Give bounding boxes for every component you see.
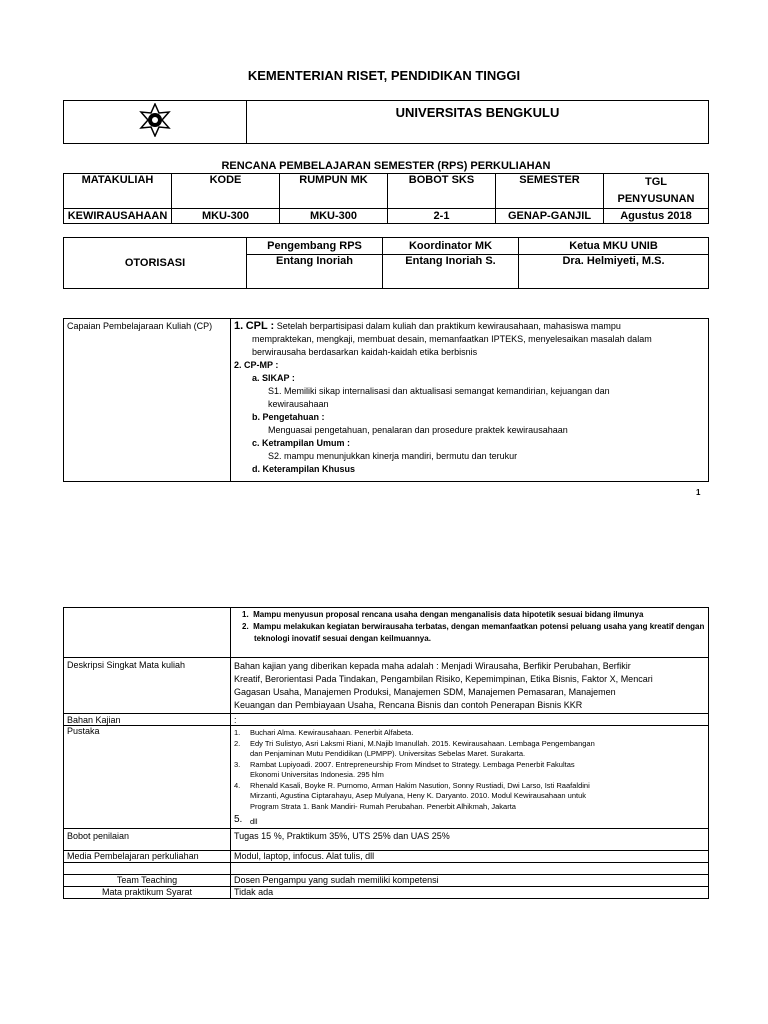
pustaka-item: 1. Buchari Alma. Kewirausahaan. Penerbit Alfabeta. bbox=[234, 728, 414, 737]
cpl-text-1: Setelah berpartisipasi dalam kuliah dan praktikum kewirausahaan, mahasiswa mampu bbox=[274, 321, 621, 331]
team-teaching-value: Dosen Pengampu yang sudah memiliki kompetensi bbox=[231, 874, 709, 886]
otorisasi-label: OTORISASI bbox=[64, 238, 247, 289]
team-teaching-label: Team Teaching bbox=[64, 874, 231, 886]
rps-title: RENCANA PEMBELAJARAN SEMESTER (RPS) PERKULIAHAN bbox=[221, 160, 551, 172]
deskripsi-value bbox=[231, 658, 709, 714]
empty-row-label bbox=[64, 862, 231, 874]
pengetahuan-label: b. Pengetahuan : bbox=[252, 412, 325, 422]
ketrampilan-umum-label: c. Ketrampilan Umum : bbox=[252, 438, 351, 448]
skill-item: 2. Mampu melakukan kegiatan berwirausaha terbatas, dengan memanfaatkan potensi peluang usaha yang kreatif dengan teknologi inovatif sesuai dengan keilmuannya. bbox=[242, 622, 705, 643]
th-semester: SEMESTER bbox=[496, 174, 604, 209]
media-value: Modul, laptop, infocus. Alat tulis, dll bbox=[231, 850, 709, 862]
ministry-title: KEMENTERIAN RISET, PENDIDIKAN TINGGI bbox=[247, 68, 521, 83]
sikap-text-1: S1. Memiliki sikap internalisasi dan aktualisasi semangat kemandirian, kejuangan dan bbox=[268, 386, 610, 396]
td-kode: MKU-300 bbox=[172, 209, 280, 224]
university-logo-icon bbox=[138, 103, 172, 137]
details-table bbox=[63, 607, 709, 899]
skills-cell bbox=[231, 608, 709, 658]
cp-label: Capaian Pembelajaraan Kuliah (CP) bbox=[64, 319, 231, 482]
deskripsi-line: Kreatif, Berorientasi Pada Tindakan, Pengambilan Risiko, Kepemimpinan, Etika Bisnis, Faktor X, Mencari bbox=[234, 674, 653, 684]
bahan-kajian-label: Bahan Kajian bbox=[64, 714, 231, 726]
koordinator-header: Koordinator MK bbox=[383, 238, 519, 255]
pustaka-item: 5. dll bbox=[234, 814, 258, 826]
university-header bbox=[63, 100, 709, 144]
empty-row-value bbox=[231, 862, 709, 874]
sikap-label: a. SIKAP : bbox=[252, 373, 295, 383]
pustaka-item: 4. Rhenald Kasali, Boyke R. Purnomo, Arman Hakim Nasution, Sonny Rustiadi, Dwi Larso, Isti Raafaldini Mirzanti, Agustina Ciptarahayu, Asep Mulyana, Heny K. Daryanto. 2010. Modul Kewirausahaan untuk Program Strata 1. Bank Mandiri- Rumah Perubahan. Penerbit Alhikmah, Jakarta bbox=[234, 780, 590, 811]
otorisasi-table bbox=[63, 237, 709, 289]
logo-cell bbox=[64, 101, 247, 144]
ketua-header: Ketua MKU UNIB bbox=[519, 238, 709, 255]
td-semester: GENAP-GANJIL bbox=[496, 209, 604, 224]
th-tgl: TGL PENYUSUNAN bbox=[604, 174, 709, 209]
media-label: Media Pembelajaran perkuliahan bbox=[64, 850, 231, 862]
pustaka-list bbox=[231, 726, 709, 829]
university-name: UNIVERSITAS BENGKULU bbox=[247, 101, 709, 144]
praktikum-value: Tidak ada bbox=[231, 886, 709, 898]
praktikum-label: Mata praktikum Syarat bbox=[64, 886, 231, 898]
koordinator-name: Entang Inoriah S. bbox=[383, 255, 519, 289]
page-number: 1 bbox=[696, 488, 701, 497]
td-matakuliah: KEWIRAUSAHAAN bbox=[64, 209, 172, 224]
pengembang-header: Pengembang RPS bbox=[247, 238, 383, 255]
ketrampilan-umum-text: S2. mampu menunjukkan kinerja mandiri, bermutu dan terukur bbox=[268, 451, 518, 461]
ketua-name: Dra. Helmiyeti, M.S. bbox=[519, 255, 709, 289]
sikap-text-2: kewirausahaan bbox=[268, 399, 329, 409]
pustaka-label: Pustaka bbox=[64, 726, 231, 829]
pengetahuan-text: Menguasai pengetahuan, penalaran dan prosedure praktek kewirausahaan bbox=[268, 425, 568, 435]
bobot-label: Bobot penilaian bbox=[64, 828, 231, 850]
th-matakuliah: MATAKULIAH bbox=[64, 174, 172, 209]
cpl-text-3: berwirausaha berdasarkan kaidah-kaidah etika berbisnis bbox=[252, 347, 478, 357]
pustaka-item: 3. Rambat Lupiyoadi. 2007. Entrepreneurship From Mindset to Strategy. Lembaga Penerbit Fakultas Ekonomi Universitas Indonesia. 295 hlm bbox=[234, 759, 575, 779]
th-bobot: BOBOT SKS bbox=[388, 174, 496, 209]
keterampilan-khusus-label: d. Keterampilan Khusus bbox=[252, 464, 356, 474]
cpmp-label: 2. CP-MP : bbox=[234, 360, 279, 370]
cpl-number: 1. bbox=[234, 320, 244, 332]
skills-label-cell bbox=[64, 608, 231, 658]
th-rumpun: RUMPUN MK bbox=[280, 174, 388, 209]
bahan-kajian-value: : bbox=[231, 714, 709, 726]
td-rumpun: MKU-300 bbox=[280, 209, 388, 224]
pustaka-item: 2. Edy Tri Sulistyo, Asri Laksmi Riani, M.Najib Imanullah. 2015. Kewirausahaan. Lembaga Pengembangan dan Penjaminan Mutu Pendidikan (LPMPP). Universitas Sebelas Maret. Surakarta. bbox=[234, 738, 595, 758]
td-tgl: Agustus 2018 bbox=[604, 209, 709, 224]
skill-item: 1. Mampu menyusun proposal rencana usaha dengan menganalisis data hipotetik sesuai bidang ilmunya bbox=[242, 610, 644, 619]
pengembang-name: Entang Inoriah bbox=[247, 255, 383, 289]
deskripsi-label: Deskripsi Singkat Mata kuliah bbox=[64, 658, 231, 714]
th-kode: KODE bbox=[172, 174, 280, 209]
bobot-value: Tugas 15 %, Praktikum 35%, UTS 25% dan UAS 25% bbox=[231, 828, 709, 850]
cpl-text-2: mempraktekan, mengkaji, membuat desain, memanfaatkan IPTEKS, menyelesaikan masalah dalam bbox=[252, 334, 652, 344]
cp-content bbox=[231, 319, 709, 482]
course-table bbox=[63, 173, 709, 224]
cp-table bbox=[63, 318, 709, 482]
deskripsi-line: Keuangan dan Pembiayaan Usaha, Rencana Bisnis dan contoh Penerapan Bisnis KKR bbox=[234, 700, 583, 710]
td-bobot: 2-1 bbox=[388, 209, 496, 224]
cpl-label: CPL : bbox=[245, 320, 275, 332]
deskripsi-line: Bahan kajian yang diberikan kepada maha adalah : Menjadi Wirausaha, Berfikir Perubahan, Berfikir bbox=[234, 661, 631, 671]
deskripsi-line: Gagasan Usaha, Manajemen Produksi, Manajemen SDM, Manajemen Pemasaran, Manajemen bbox=[234, 687, 616, 697]
cpl-line bbox=[234, 320, 705, 333]
